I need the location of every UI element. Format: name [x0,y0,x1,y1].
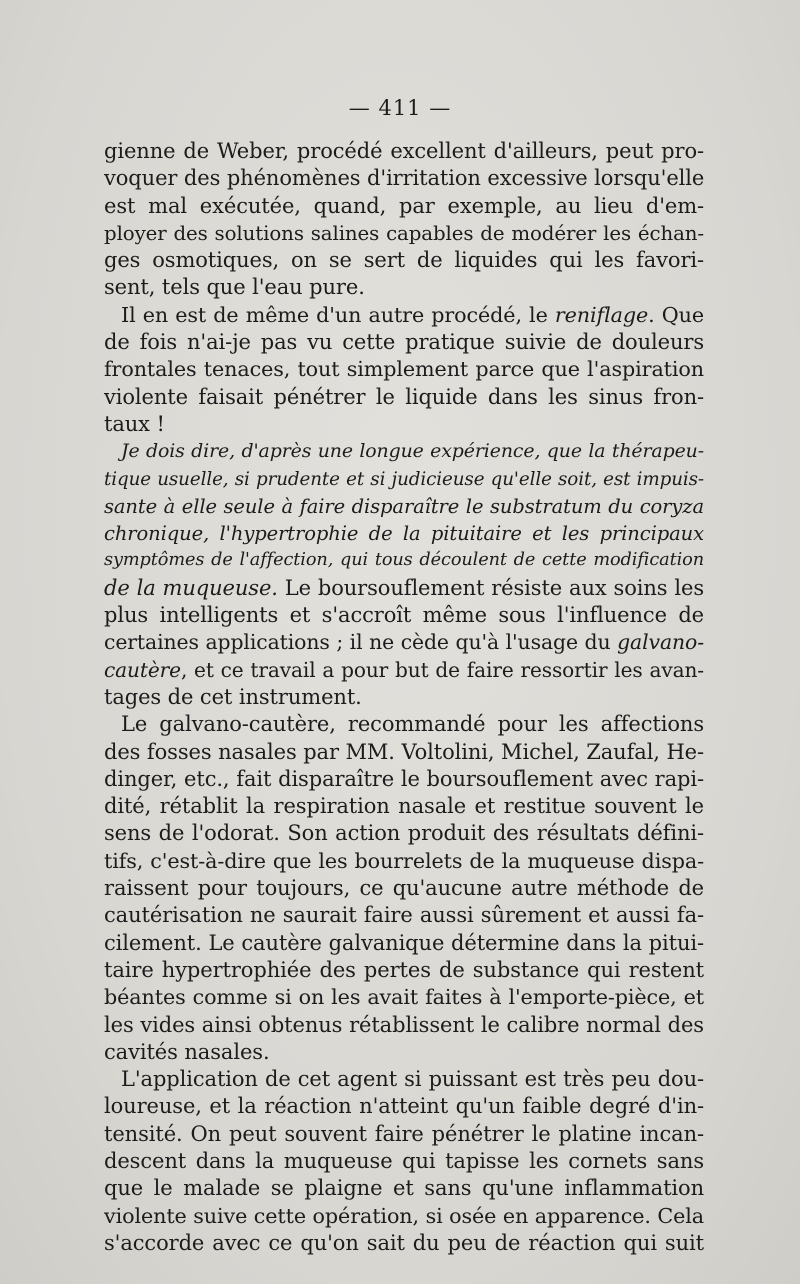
text-segment: , et ce travail a pour but de faire ressortir les avan- [180,657,704,682]
text-line [104,302,704,329]
text-segment: certaines applications ; il ne cède qu'à l'usage du [104,630,618,655]
text-segment: Il en est de même d'un autre procédé, le [121,302,555,327]
text-line: loureuse, et la réaction n'atteint qu'un faible degré d'in- [104,1094,704,1119]
body-text [104,138,704,1257]
text-line: béantes comme si on les avait faites à l'emporte-pièce, et [104,985,704,1010]
text-line: dinger, etc., fait disparaître le boursouflement avec rapi- [104,766,704,791]
text-line: gienne de Weber, procédé excellent d'ailleurs, peut pro- [104,139,704,163]
text-segment: . Que [648,302,704,327]
text-line: de fois n'ai-je pas vu cette pratique suivie de douleurs [104,330,704,355]
text-line: L'application de cet agent si puissant est très peu dou- [121,1067,704,1092]
text-line: voquer des phénomènes d'irritation excessive lorsqu'elle [104,166,705,191]
text-line: cavités nasales. [104,1039,270,1064]
text-line: que le malade se plaigne et sans qu'une inflammation [104,1176,704,1201]
text-line: dité, rétablit la respiration nasale et restitue souvent le [104,794,704,819]
text-line: cilement. Le cautère galvanique détermine dans la pitui- [104,930,704,955]
text-line: des fosses nasales par MM. Voltolini, Michel, Zaufal, He- [104,739,704,764]
italic-line: Je dois dire, d'après une longue expérience, que la thérapeu- [121,440,704,463]
text-line: ges osmotiques, on se sert de liquides qui les favori- [104,248,704,273]
text-line: descent dans la muqueuse qui tapisse les cornets sans [104,1148,704,1173]
text-line: ployer des solutions salines capables de modérer les échan- [104,221,704,245]
text-line: raissent pour toujours, ce qu'aucune autre méthode de [104,876,704,901]
text-line: frontales tenaces, tout simplement parce que l'aspiration [104,357,704,382]
text-line: sent, tels que l'eau pure. [104,275,365,300]
text-line: tifs, c'est-à-dire que les bourrelets de la muqueuse dispa- [104,848,704,873]
text-segment: Le boursouflement résiste aux soins les [277,575,704,600]
italic-line: sante à elle seule à faire disparaître le substratum du coryza [104,494,704,518]
page-number: — 411 — [348,96,452,120]
text-line [104,575,704,602]
text-line: taire hypertrophiée des pertes de substance qui restent [104,957,704,982]
italic-term: cautère [104,657,181,682]
text-line: les vides ainsi obtenus rétablissent le calibre normal des [104,1012,704,1037]
text-line [104,657,704,684]
text-line: sens de l'odorat. Son action produit des résultats défini- [104,821,704,846]
text-line: plus intelligents et s'accroît même sous l'influence de [104,603,704,628]
italic-line: chronique, l'hypertrophie de la pituitaire et les principaux [104,522,704,546]
text-line: taux ! [104,411,165,436]
text-line: cautérisation ne saurait faire aussi sûrement et aussi fa- [104,903,704,928]
text-line: Le galvano-cautère, recommandé pour les affections [121,712,704,737]
italic-term: galvano- [617,630,704,655]
text-line: est mal exécutée, quand, par exemple, au lieu d'em- [104,193,704,218]
text-line: tages de cet instrument. [104,684,362,709]
italic-line: symptômes de l'affection, qui tous découlent de cette modification [104,550,704,571]
italic-term: reniflage [554,302,649,327]
text-line: violente faisait pénétrer le liquide dans les sinus fron- [104,384,704,409]
text-line: violente suive cette opération, si osée en apparence. Cela [104,1203,704,1228]
text-line [104,629,704,656]
italic-term: de la muqueuse. [104,575,278,600]
text-line: s'accorde avec ce qu'on sait du peu de réaction qui suit [104,1230,704,1255]
italic-line: tique usuelle, si prudente et si judicieuse qu'elle soit, est impuis- [104,468,704,490]
text-line: tensité. On peut souvent faire pénétrer le platine incan- [104,1121,704,1146]
